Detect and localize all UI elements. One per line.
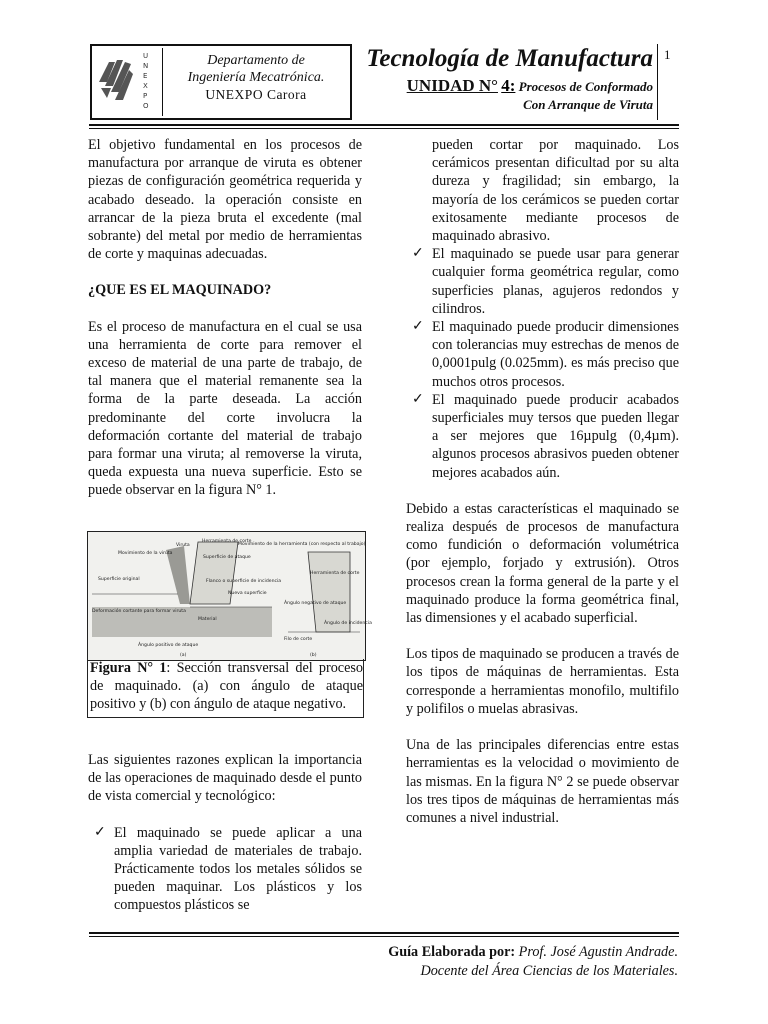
page-title: Tecnología de Manufactura: [366, 45, 653, 72]
unit-subtitle-2: Con Arranque de Viruta: [523, 97, 653, 112]
reasons-paragraph: Las siguientes razones explican la importancia de las operaciones de maquinado desde el punto de vista comercial y tecnológico:: [88, 752, 362, 805]
label-nueva-superficie: Nueva superficie: [228, 591, 267, 596]
dept-line3: UNEXPO Carora: [205, 87, 307, 102]
bullet-3-text: El maquinado puede producir dimensiones con tolerancias muy estrechas de menos de 0,0001pulg (0.025mm). es más preciso que muchos otros procesos.: [432, 319, 679, 390]
dept-line2: Ingeniería Mecatrónica.: [187, 70, 325, 85]
department-block: [166, 52, 346, 103]
page-number-divider: [657, 44, 658, 120]
label-superficie-ataque: Superficie de ataque: [203, 555, 251, 560]
label-flanco: Flanco o superficie de incidencia: [206, 579, 282, 584]
caption-label: Figura N° 1: [90, 660, 167, 676]
logo-letter: P: [143, 92, 148, 100]
label-material: Material: [198, 617, 217, 622]
caption-text: : Sección transversal del proceso de maquinado. (a) con ángulo de ataque positivo y (b) con ángulo de ataque negativo.: [90, 660, 364, 713]
logo-letter: N: [143, 62, 149, 70]
unit-number: 4:: [501, 76, 516, 95]
check-icon: ✓: [412, 246, 424, 262]
label-filo: Filo de corte: [284, 637, 313, 642]
unit-subtitle-1: Procesos de Conformado: [518, 79, 653, 94]
label-deformacion: Deformación cortante para formar viruta: [92, 609, 186, 614]
label-angulo-incidencia: Ángulo de incidencia: [324, 621, 372, 626]
footer-rule-thick: [89, 932, 679, 934]
footer-label: Guía Elaborada por:: [388, 944, 516, 960]
bullet-item: [406, 245, 679, 318]
footer-rule-thin: [89, 936, 679, 937]
header-rule-thin: [89, 128, 679, 129]
check-icon: ✓: [412, 391, 424, 407]
logo-letter: X: [143, 82, 148, 90]
bullet-2-text: El maquinado se puede usar para generar cualquier forma geométrica regular, como superficies planas, agujeros redondos y cilindros.: [432, 246, 679, 317]
page-number: 1: [664, 47, 671, 62]
header-rule-thick: [89, 124, 679, 126]
logo-letter: U: [143, 52, 149, 60]
definition-paragraph: Es el proceso de manufactura en el cual se usa una herramienta de corte para remover el exceso de material de una parte de trabajo, de tal manera que el material remanente sea la forma de la parte deseada. La acción predominante del corte involucra la deformación cortante del material de trabajo para formar una viruta; al removerse la viruta, queda expuesta una nueva superficie. Esto se puede observar en la figura N° 1.: [88, 318, 362, 499]
label-herramienta-b: Herramienta de corte: [310, 571, 360, 576]
unit-label: UNIDAD N°: [406, 76, 498, 95]
bullet-1-continued: pueden cortar por maquinado. Los cerámicos presentan dificultad por su alta dureza y fragilidad; sin embargo, la mayoría de los cerámicos se pueden cortar exitosamente mediante procesos de maquinado abrasivo.: [432, 137, 679, 245]
bullet-4-text: El maquinado puede producir acabados superficiales muy tersos que pueden llegar a ser mejores que 16µpulg (0,4µm). algunos procesos abrasivos pueden obtener mejores acabados aún.: [432, 391, 679, 481]
bullet-item: [88, 824, 362, 915]
dept-line1: Departamento de: [207, 53, 305, 68]
label-angulo-positivo: Ángulo positivo de ataque: [138, 643, 199, 648]
left-column-lower: [88, 751, 362, 915]
bullet-1-text: El maquinado se puede aplicar a una amplia variedad de materiales de trabajo. Prácticamente todos los metales sólidos se pueden maquinar. Los plásticos y los compuestos plásticos se: [114, 824, 362, 914]
section-heading: ¿QUE ES EL MAQUINADO?: [88, 282, 272, 299]
left-column: [88, 136, 362, 500]
label-a: (a): [180, 653, 187, 658]
context-paragraph: Debido a estas características el maquinado se realiza después de procesos de manufactura como fundición o deformación volumétrica (por ejemplo, forjado y extrusión). Otros procesos crean la forma general de la parte y el maquinado produce la forma geométrica final, las dimensiones y el acabado superficial.: [406, 500, 679, 627]
label-superficie-original: Superficie original: [98, 577, 140, 582]
label-mov-viruta: Movimiento de la viruta: [118, 551, 173, 556]
bullet-item: [406, 391, 679, 482]
types-paragraph: Los tipos de maquinado se producen a través de los tipos de máquinas de herramientas. Esta corresponde a herramientas monofilo, multifilo y polifilos o muelas abrasivas.: [406, 646, 679, 717]
intro-paragraph: El objetivo fundamental en los procesos de manufactura por arranque de viruta es obtener piezas de configuración geométrica requerida y acabado deseado. la operación consiste en arrancar de la pieza bruta el excedente (mal sobrante) del metal por medio de herramientas de corte y maquinas adecuadas.: [88, 137, 362, 263]
unit-heading: [357, 77, 653, 114]
logo-letter: E: [143, 72, 148, 80]
bullet-item: [406, 318, 679, 391]
unexpo-logo: [95, 48, 157, 116]
footer-role: Docente del Área Ciencias de los Materiales.: [420, 963, 678, 979]
label-angulo-negativo: Ángulo negativo de ataque: [284, 601, 347, 606]
right-column: [406, 136, 679, 827]
check-icon: ✓: [412, 319, 424, 335]
label-b: (b): [310, 653, 317, 658]
footer-author: Prof. José Agustin Andrade.: [518, 944, 678, 960]
figure-1-image: [87, 531, 372, 661]
footer: [300, 943, 678, 981]
check-icon: ✓: [94, 824, 106, 840]
cutting-tool-b: [308, 552, 350, 632]
header-divider: [162, 48, 163, 116]
logo-letter: O: [143, 102, 149, 110]
label-herramienta: Herramienta de corte: [202, 539, 252, 544]
differences-paragraph: Una de las principales diferencias entre estas herramientas es la velocidad o movimiento de las mismas. En la figura N° 2 se puede observar los tres tipos de máquinas de herramientas más comunes a nivel industrial.: [406, 737, 679, 826]
figure-1-caption: [87, 659, 364, 718]
label-viruta: Viruta: [176, 543, 190, 548]
label-mov-herramienta: Movimiento de la herramienta (con respecto al trabajo): [238, 542, 366, 547]
